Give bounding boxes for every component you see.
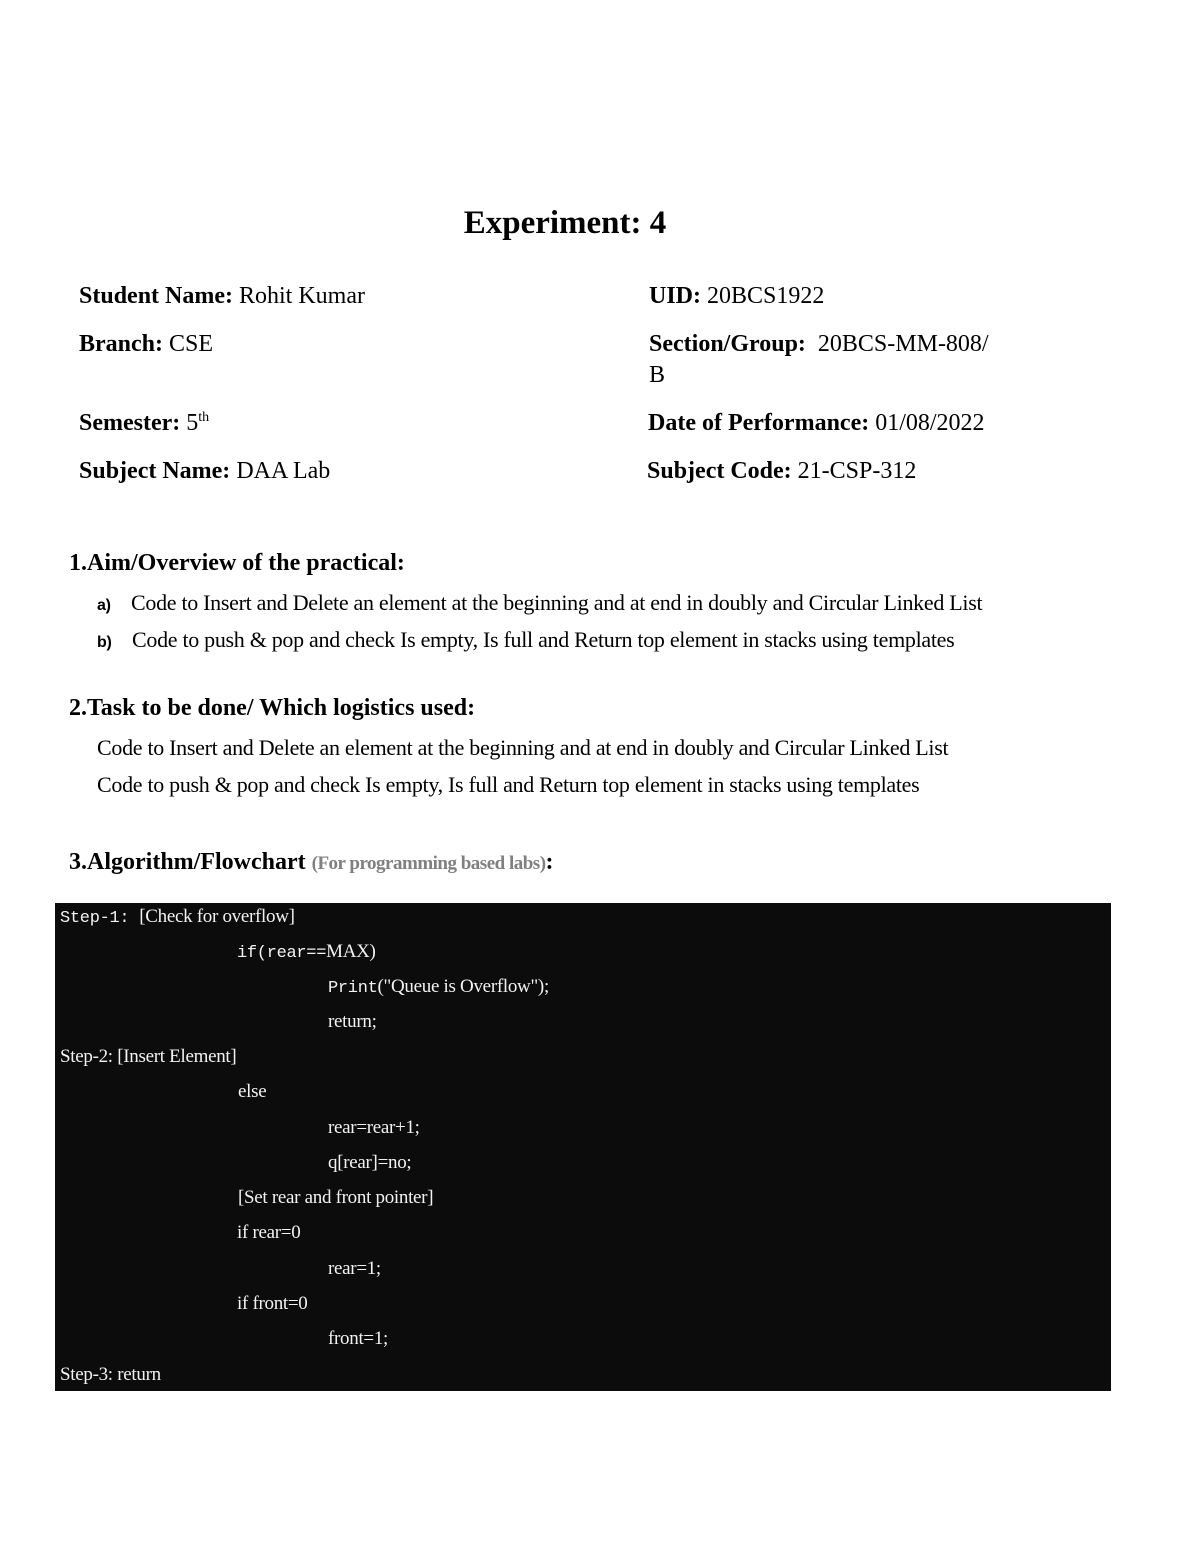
subject-code-field [647,458,916,485]
date-label: Date of Performance: [648,410,870,436]
semester-suffix: th [198,410,210,425]
code-line: Step-3: return [60,1364,161,1385]
subject-code-value: 21-CSP-312 [797,458,917,484]
aim-item-b [97,627,954,653]
code-line: q[rear]=no; [328,1152,412,1173]
section3-title: 3.Algorithm/Flowchart [69,849,306,875]
subject-name-value: DAA Lab [236,458,331,484]
student-name-field [79,283,365,310]
section3-heading [69,849,554,876]
date-value: 01/08/2022 [875,410,985,436]
branch-label: Branch: [79,331,163,357]
section3-colon: : [545,849,554,875]
code-line: else [238,1081,267,1102]
uid-value: 20BCS1922 [707,283,825,309]
code-line [60,906,295,928]
task-line: Code to Insert and Delete an element at the beginning and at end in doubly and Circular Linked List [97,735,949,760]
code-text: MAX) [326,941,376,962]
code-line: rear=1; [328,1258,381,1279]
code-line: front=1; [328,1328,389,1349]
code-keyword: Print [328,979,378,998]
page-title: Experiment: 4 [463,205,667,241]
semester-label: Semester: [79,410,181,436]
section3-note: (For programming based labs) [311,853,546,874]
branch-value: CSE [169,331,214,357]
section-group-value-cont: B [649,362,666,388]
subject-name-field [79,458,330,485]
uid-field [649,283,824,310]
code-line: if rear=0 [237,1222,301,1243]
section-group-field [649,331,989,358]
aim-item-text: Code to Insert and Delete an element at the beginning and at end in doubly and Circular Linked List [131,590,983,615]
code-line: [Set rear and front pointer] [238,1187,434,1208]
code-line: rear=rear+1; [328,1117,420,1138]
date-field [648,410,985,437]
semester-value: 5 [186,410,199,436]
code-line: Step-2: [Insert Element] [60,1046,237,1067]
list-marker: a) [97,597,111,614]
code-line [328,976,549,998]
code-line: if front=0 [237,1293,308,1314]
subject-name-label: Subject Name: [79,458,231,484]
section1-heading: 1.Aim/Overview of the practical: [69,550,405,576]
subject-code-label: Subject Code: [647,458,792,484]
code-block [55,903,1111,1391]
code-text: [Check for overflow] [139,906,295,927]
list-marker: b) [97,634,112,651]
student-name-label: Student Name: [79,283,233,309]
student-name-value: Rohit Kumar [239,283,365,309]
code-step-label: Step-1: [60,909,140,928]
uid-label: UID: [649,283,701,309]
aim-item-text: Code to push & pop and check Is empty, Is full and Return top element in stacks using templates [132,627,955,652]
code-text: ("Queue is Overflow"); [377,976,549,997]
aim-item-a [97,590,982,616]
semester-field [79,410,209,437]
section2-heading: 2.Task to be done/ Which logistics used: [69,695,476,721]
code-line: return; [328,1011,377,1032]
code-keyword: if(rear== [237,944,327,963]
code-line [237,941,376,963]
section-group-value: 20BCS-MM-808/ [817,331,989,357]
branch-field [79,331,213,358]
section-group-label: Section/Group: [649,331,806,357]
task-line: Code to push & pop and check Is empty, Is full and Return top element in stacks using templates [97,772,920,797]
